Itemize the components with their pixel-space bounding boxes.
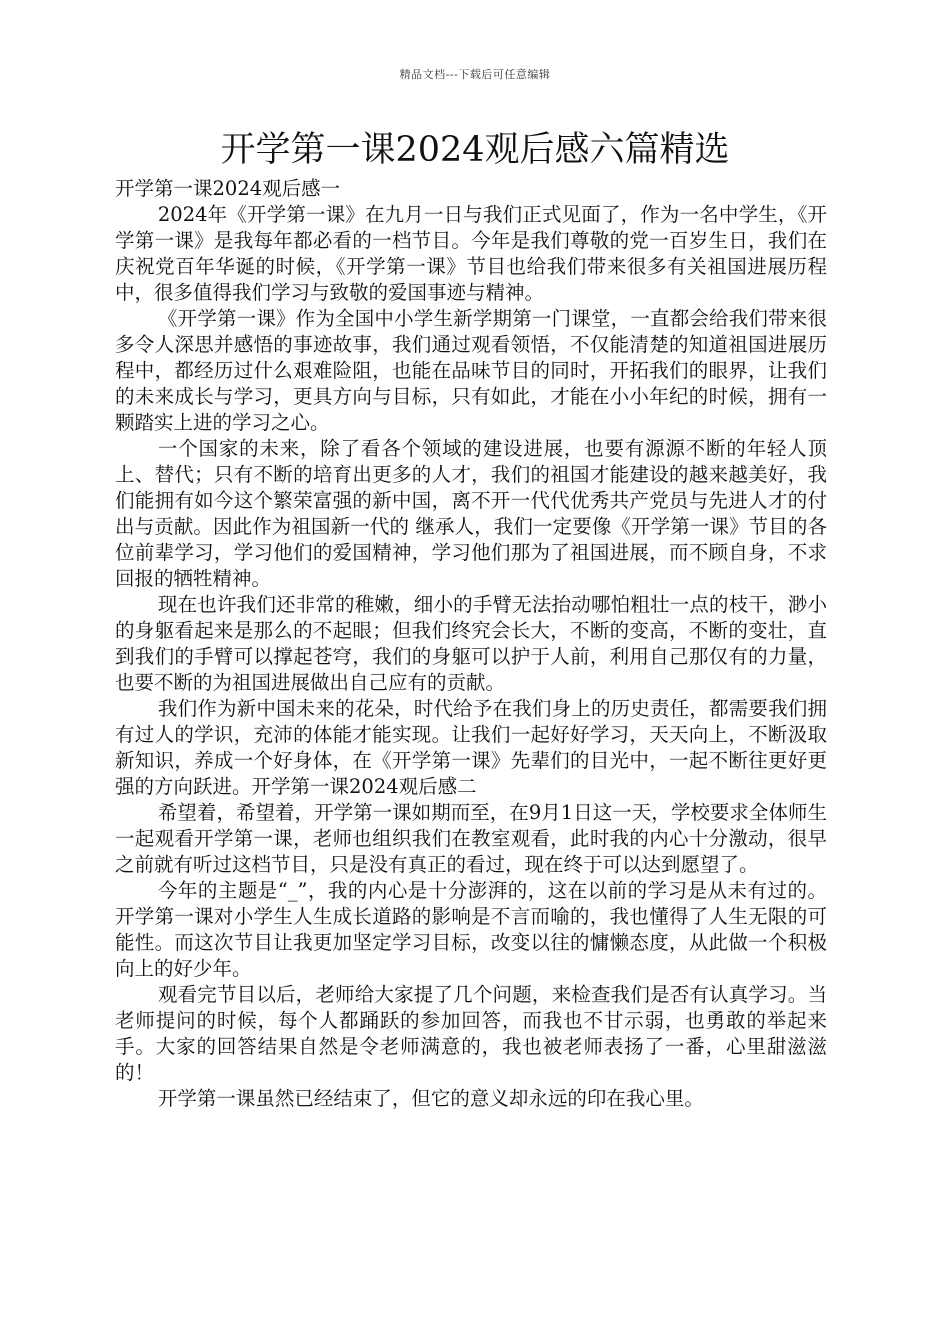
document-body bbox=[115, 176, 827, 1112]
paragraph: 2024年《开学第一课》在九月一日与我们正式见面了，作为一名中学生，《开学第一课》是我每年都必看的一档节目。今年是我们尊敬的党一百岁生日，我们在庆祝党百年华诞的时候，《开学第一课》节目也给我们带来很多有关祖国进展历程中，很多值得我们学习与致敬的爱国事迹与精神。 bbox=[115, 203, 827, 304]
document-title: 开学第一课2024观后感六篇精选 bbox=[220, 130, 730, 170]
paragraph: 《开学第一课》作为全国中小学生新学期第一门课堂，一直都会给我们带来很多令人深思并感悟的事迹故事，我们通过观看领悟，不仅能清楚的知道祖国进展历程中，都经历过什么艰难险阻，也能在品味节目的同时，开拓我们的眼界，让我们的未来成长与学习，更具方向与目标，只有如此，才能在小小年纪的时候，拥有一颗踏实上进的学习之心。 bbox=[115, 307, 827, 434]
header-note: 精品文档---下载后可任意编辑 bbox=[399, 68, 551, 81]
section-heading: 开学第一课2024观后感一 bbox=[115, 177, 341, 200]
paragraph: 观看完节目以后，老师给大家提了几个问题，来检查我们是否有认真学习。当老师提问的时候，每个人都踊跃的参加回答，而我也不甘示弱，也勇敢的举起来手。大家的回答结果自然是令老师满意的，我也被老师表扬了一番，心里甜滋滋的！ bbox=[115, 983, 827, 1084]
paragraph: 开学第一课虽然已经结束了，但它的意义却永远的印在我心里。 bbox=[157, 1087, 704, 1110]
paragraph: 我们作为新中国未来的花朵，时代给予在我们身上的历史责任，都需要我们拥有过人的学识，充沛的体能才能实现。让我们一起好好学习，天天向上，不断汲取新知识，养成一个好身体，在《开学第一课》先辈们的目光中，一起不断往更好更强的方向跃进。开学第一课2024观后感二 bbox=[115, 697, 827, 798]
paragraph: 一个国家的未来，除了看各个领域的建设进展，也要有源源不断的年轻人顶上、替代；只有不断的培育出更多的人才，我们的祖国才能建设的越来越美好，我们能拥有如今这个繁荣富强的新中国，离不开一代代优秀共产党员与先进人才的付出与贡献。因此作为祖国新一代的 继承人，我们一定要像《开学第一课》节目的各位前辈学习，学习他们的爱国精神，学习他们那为了祖国进展，而不顾自身，不求回报的牺牲精神。 bbox=[115, 437, 827, 590]
paragraph: 现在也许我们还非常的稚嫩，细小的手臂无法抬动哪怕粗壮一点的枝干，渺小的身躯看起来是那么的不起眼；但我们终究会长大，不断的变高，不断的变壮，直到我们的手臂可以撑起苍穹，我们的身躯可以护于人前，利用自己那仅有的力量，也要不断的为祖国进展做出自己应有的贡献。 bbox=[115, 593, 827, 694]
paragraph: 今年的主题是“_”，我的内心是十分澎湃的，这在以前的学习是从未有过的。开学第一课对小学生人生成长道路的影响是不言而喻的，我也懂得了人生无限的可能性。而这次节目让我更加坚定学习目标，改变以往的慵懒态度，从此做一个积极向上的好少年。 bbox=[115, 879, 827, 980]
paragraph: 希望着，希望着，开学第一课如期而至，在9月1日这一天，学校要求全体师生一起观看开学第一课，老师也组织我们在教室观看，此时我的内心十分激动，很早之前就有听过这档节目，只是没有真正的看过，现在终于可以达到愿望了。 bbox=[115, 801, 827, 876]
